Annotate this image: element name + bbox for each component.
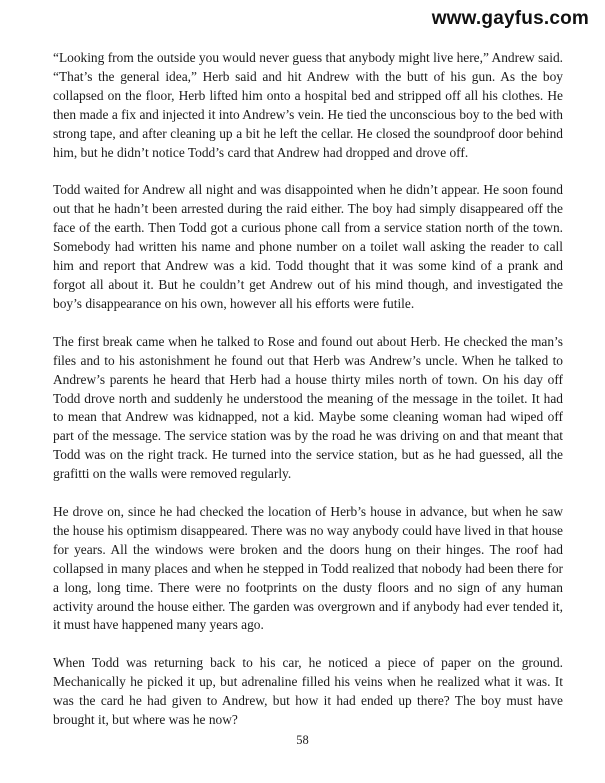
page-number: 58 — [296, 733, 309, 747]
paragraph-4: He drove on, since he had checked the location of Herb’s house in advance, but when he saw the house his optimism disappeared. There was no way anybody could have lived in that house for years. All the windows were broken and the doors hung on their hinges. The roof had collapsed in many places and when he stepped in Todd realized that nobody had been there for a long, long time. There were no footprints on the dusty floors and no sign of any human activity around the house either. The garden was overgrown and if anybody had ever tended it, it must have happened many years ago. — [53, 504, 563, 633]
page-body — [53, 49, 563, 749]
site-watermark: www.gayfus.com — [431, 8, 589, 29]
paragraph-1: “Looking from the outside you would never guess that anybody might live here,” Andrew said. “That’s the general idea,” Herb said and hit Andrew with the butt of his gun. As the boy collapsed on the floor, Herb lifted him onto a hospital bed and stripped off all his clothes. He then made a fix and injected it into Andrew’s vein. He tied the unconscious boy to the bed with strong tape, and after cleaning up a bit he left the cellar. He closed the soundproof door behind him, but he didn’t notice Todd’s card that Andrew had dropped and drove off. — [53, 50, 563, 160]
paragraph-2: Todd waited for Andrew all night and was disappointed when he didn’t appear. He soon found out that he hadn’t been arrested during the raid either. The boy had simply disappeared off the face of the earth. Then Todd got a curious phone call from a service station north of the town. Somebody had written his name and phone number on a toilet wall asking the reader to call him and report that Andrew was a kid. Todd thought that it was some kind of a prank and forgot all about it. But he couldn’t get Andrew out of his mind though, and investigated the boy’s disappearance on his own, however all his efforts were futile. — [53, 182, 563, 311]
paragraph-5: When Todd was returning back to his car, he noticed a piece of paper on the ground. Mechanically he picked it up, but adrenaline filled his veins when he realized what it was. It was the card he had given to Andrew, but how it had ended up there? The boy must have brought it, but where was he now? — [53, 655, 563, 728]
paragraph-3: The first break came when he talked to Rose and found out about Herb. He checked the man’s files and to his astonishment he found out that Herb was Andrew’s uncle. When he talked to Andrew’s parents he heard that Herb had a house thirty miles north of town. On his day off Todd drove north and suddenly he understood the meaning of the message in the toilet. It had to mean that Andrew was kidnapped, not a kid. Maybe some cleaning woman had wiped off part of the message. The service station was by the road he was driving on and that meant that Todd was on the right track. He turned into the service station, but as he had guessed, all the grafitti on the walls were removed regularly. — [53, 333, 563, 482]
